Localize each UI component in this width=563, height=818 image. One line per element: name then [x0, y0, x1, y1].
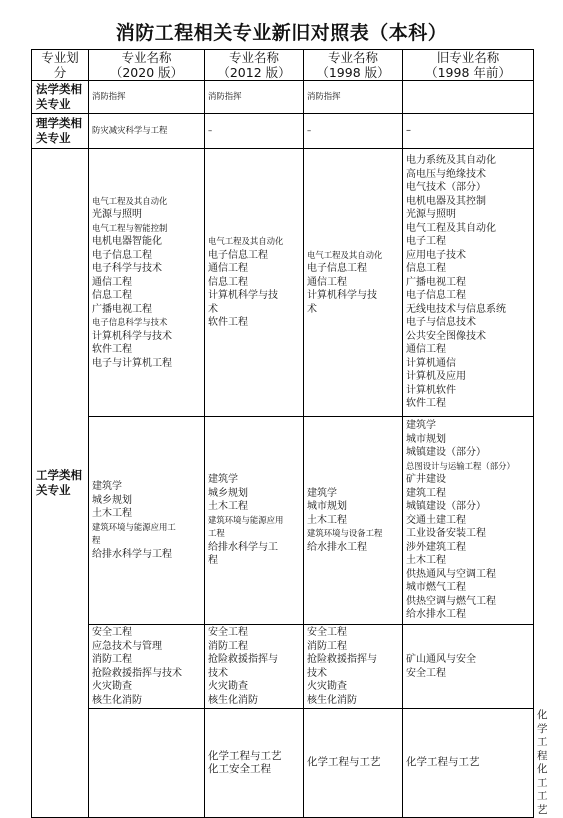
- row-law: [32, 81, 534, 114]
- cell-science-2020: 防灾减灾科学与工程: [89, 114, 205, 149]
- cell-civil-2012: 建筑学 城乡规划 土木工程 建筑环境与能源应用 工程 给排水科学与工 程: [205, 417, 304, 625]
- header-2020: 专业名称 （2020 版）: [89, 50, 205, 81]
- cell-chem-1998: 化学工程与工艺: [403, 709, 534, 818]
- cell-chem-2012: 化学工程与工艺: [304, 709, 403, 818]
- cell-science-2012: –: [205, 114, 304, 149]
- row-eng-electrical: [32, 149, 534, 417]
- cell-law-2020: 消防指挥: [89, 81, 205, 114]
- cell-electrical-2020: 电气工程及其自动化 光源与照明 电气工程与智能控制 电机电器智能化 电子信息工程 电子科学与技术 通信工程 信息工程 广播电视工程 电子信息科学与技术 计算机科学与技术 软件工程 电子与计算机工程: [89, 149, 205, 417]
- category-engineering: 工学类相 关专业: [32, 149, 89, 818]
- header-category: 专业划 分: [32, 50, 89, 81]
- cell-civil-1998: 建筑学 城市规划 土木工程 建筑环境与设备工程 给水排水工程: [304, 417, 403, 625]
- cell-safety-1998: 安全工程 消防工程 抢险救援指挥与 技术 火灾勘查 核生化消防: [304, 625, 403, 709]
- cell-law-2012: 消防指挥: [205, 81, 304, 114]
- header-1998: 专业名称 （1998 版）: [304, 50, 403, 81]
- header-old: 旧专业名称 （1998 年前）: [403, 50, 534, 81]
- page-title: 消防工程相关专业新旧对照表（本科）: [115, 22, 448, 44]
- cell-science-old: –: [403, 114, 534, 149]
- cell-chem-cat: [89, 709, 205, 818]
- cell-safety-old: 矿山通风与安全 安全工程: [403, 625, 534, 709]
- cell-electrical-1998: 电气工程及其自动化 电子信息工程 通信工程 计算机科学与技 术: [304, 149, 403, 417]
- header-2012: 专业名称 （2012 版）: [205, 50, 304, 81]
- row-science: [32, 114, 534, 149]
- header-row: [32, 50, 534, 81]
- cell-electrical-old: 电力系统及其自动化 高电压与绝缘技术 电气技术（部分） 电机电器及其控制 光源与照明 电气工程及其自动化 电子工程 应用电子技术 信息工程 广播电视工程 电子信息工程 无线电技术与信息系统 电子与信息技术 公共安全图像技术 通信工程 计算机通信 计算机及应用 计算机软件 软件工程: [403, 149, 534, 417]
- category-science: 理学类相 关专业: [32, 114, 89, 149]
- row-eng-safety: [32, 625, 534, 709]
- cell-law-old: [403, 81, 534, 114]
- cell-chem-2020: 化学工程与工艺 化工安全工程: [205, 709, 304, 818]
- category-law: 法学类相 关专业: [32, 81, 89, 114]
- cell-civil-old: 建筑学 城市规划 城镇建设（部分） 总图设计与运输工程（部分） 矿井建设 建筑工程 城镇建设（部分） 交通土建工程 工业设备安装工程 涉外建筑工程 土木工程 供热通风与空调工程 城市燃气工程 供热空调与燃气工程 给水排水工程: [403, 417, 534, 625]
- cell-science-1998: –: [304, 114, 403, 149]
- row-eng-civil: [32, 417, 534, 625]
- cell-safety-2012: 安全工程 消防工程 抢险救援指挥与 技术 火灾勘查 核生化消防: [205, 625, 304, 709]
- cell-electrical-2012: 电气工程及其自动化 电子信息工程 通信工程 信息工程 计算机科学与技 术 软件工程: [205, 149, 304, 417]
- cell-civil-2020: 建筑学 城乡规划 土木工程 建筑环境与能源应用工 程 给排水科学与工程: [89, 417, 205, 625]
- cell-law-1998: 消防指挥: [304, 81, 403, 114]
- comparison-table: [31, 49, 548, 818]
- row-eng-chemical: 化学工程与工艺 化工安全工程 化学工程与工艺 化学工程与工艺 化学工程 化工工艺: [32, 709, 534, 818]
- cell-safety-2020: 安全工程 应急技术与管理 消防工程 抢险救援指挥与技术 火灾勘查 核生化消防: [89, 625, 205, 709]
